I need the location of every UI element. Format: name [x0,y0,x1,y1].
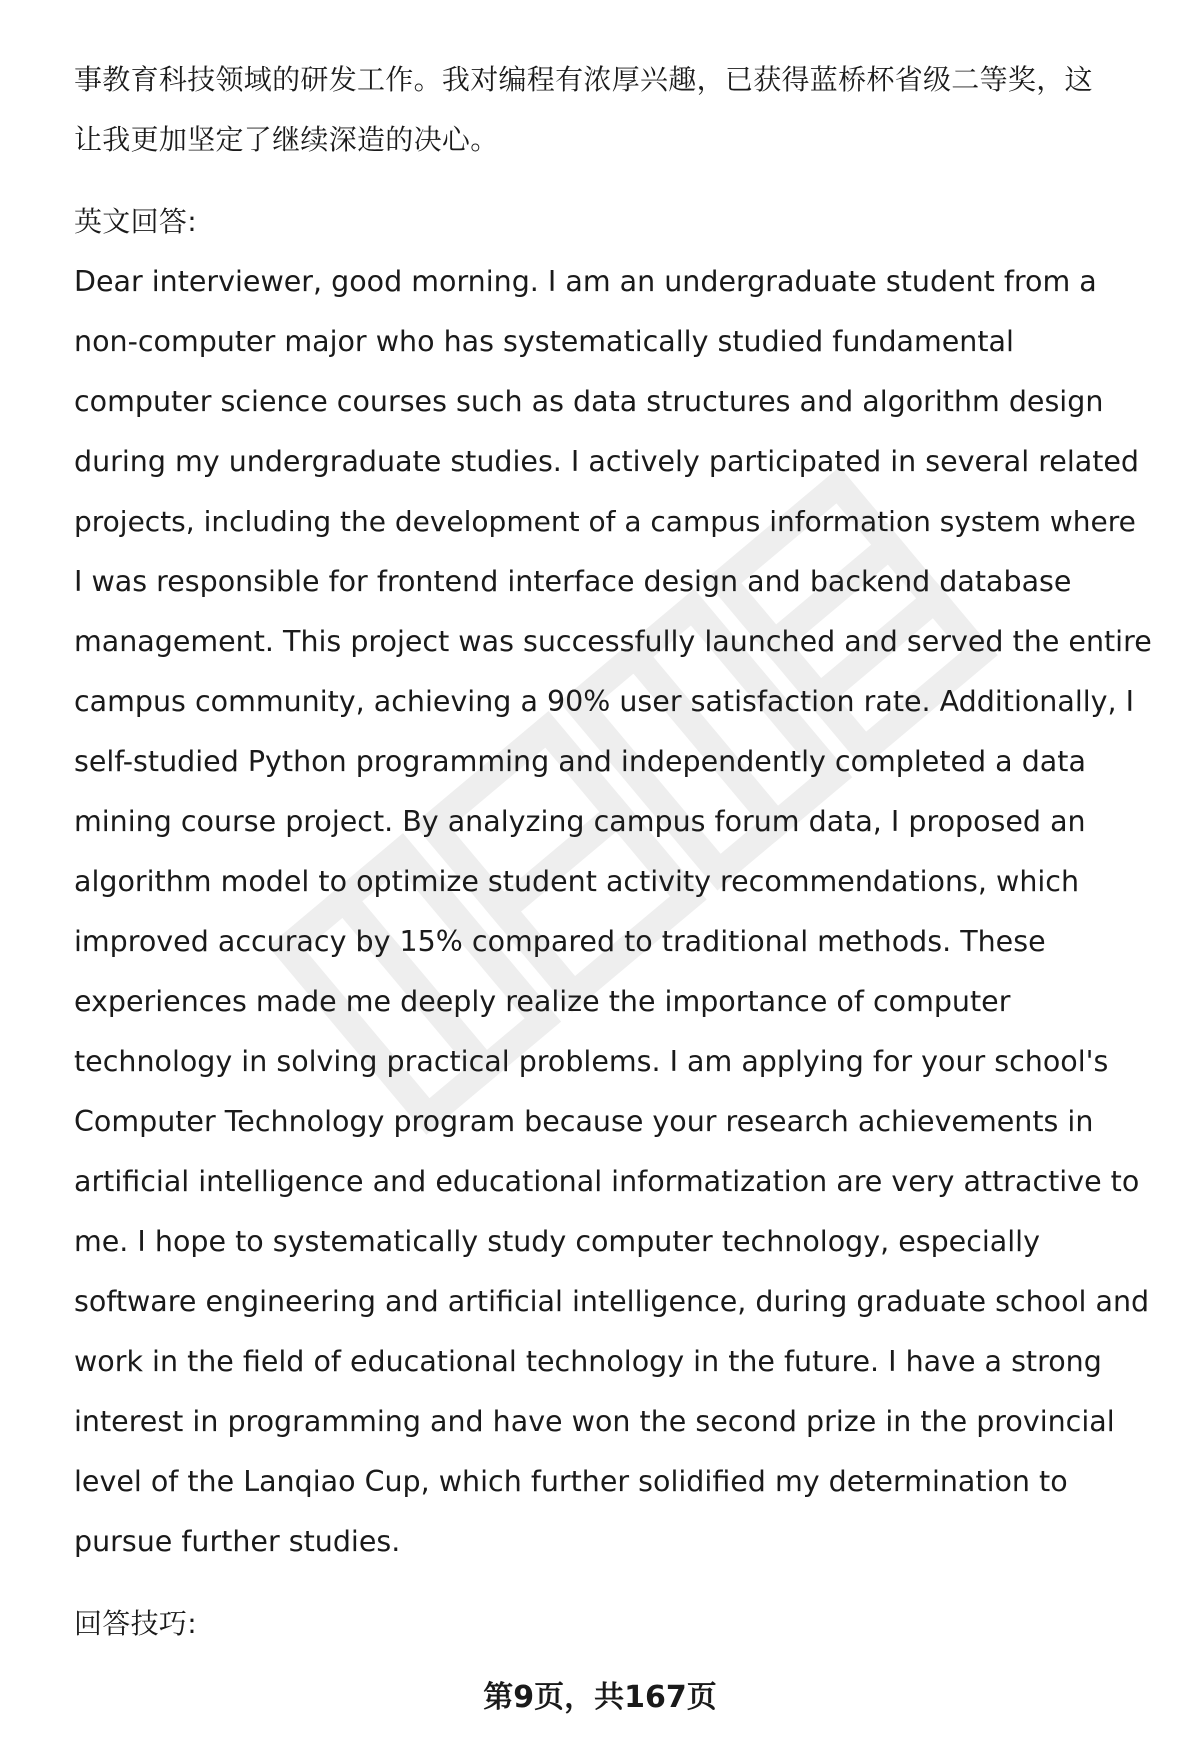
paragraph-line: during my undergraduate studies. I actively participated in several related [74,445,1140,478]
paragraph-line: interest in programming and have won the second prize in the provincial [74,1405,1115,1438]
paragraph-line: algorithm model to optimize student activity recommendations, which [74,865,1080,898]
paragraph-line: me. I hope to systematically study computer technology, especially [74,1225,1040,1258]
paragraph-line: computer science courses such as data structures and algorithm design [74,385,1104,418]
paragraph-line: management. This project was successfully launched and served the entire [74,625,1152,658]
paragraph-line: campus community, achieving a 90% user satisfaction rate. Additionally, I [74,685,1135,718]
paragraph-line: artificial intelligence and educational informatization are very attractive to [74,1165,1140,1198]
paragraph-line: experiences made me deeply realize the importance of computer [74,985,1011,1018]
paragraph-line: self-studied Python programming and independently completed a data [74,745,1086,778]
intro-line: 事教育科技领域的研发工作。我对编程有浓厚兴趣，已获得蓝桥杯省级二等奖，这 [74,63,1093,96]
paragraph-line: pursue further studies. [74,1525,401,1558]
paragraph-line: Dear interviewer, good morning. I am an undergraduate student from a [74,265,1097,298]
english-answer-heading: 英文回答: [74,205,197,238]
paragraph-line: technology in solving practical problems. I am applying for your school's [74,1045,1109,1078]
paragraph-line: Computer Technology program because your research achievements in [74,1105,1094,1138]
paragraph-line: work in the field of educational technology in the future. I have a strong [74,1345,1102,1378]
paragraph-line: level of the Lanqiao Cup, which further solidified my determination to [74,1465,1068,1498]
paragraph-line: projects, including the development of a campus information system where [74,505,1136,538]
page-number-footer: 第9页，共167页 [483,1680,717,1715]
intro-line: 让我更加坚定了继续深造的决心。 [74,123,499,156]
document-body [74,50,1154,1654]
paragraph-line: software engineering and artificial intelligence, during graduate school and [74,1285,1150,1318]
answer-tips-heading: 回答技巧: [74,1607,197,1640]
paragraph-line: non-computer major who has systematically studied fundamental [74,325,1014,358]
paragraph-line: improved accuracy by 15% compared to traditional methods. These [74,925,1046,958]
paragraph-line: I was responsible for frontend interface design and backend database [74,565,1072,598]
english-answer-paragraph [74,252,1154,1572]
paragraph-line: mining course project. By analyzing campus forum data, I proposed an [74,805,1086,838]
